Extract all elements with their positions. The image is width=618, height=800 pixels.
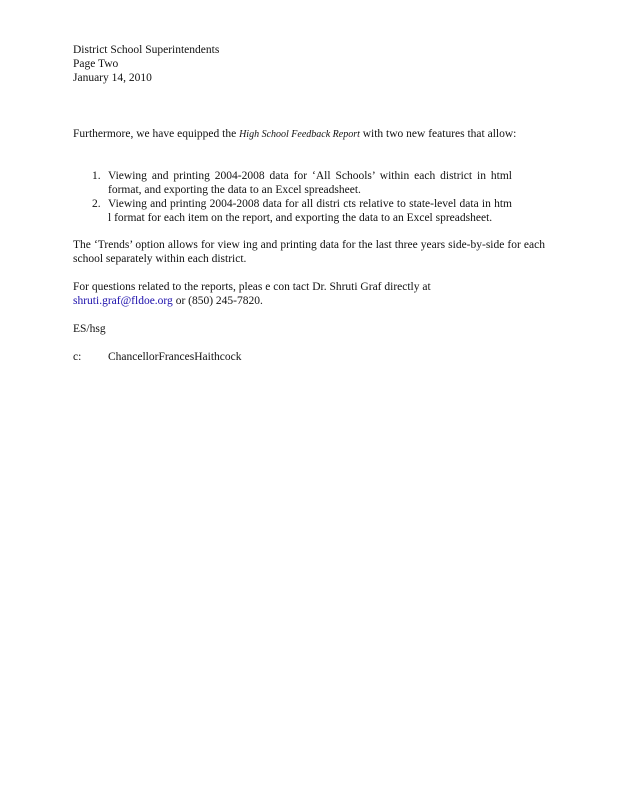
cc-label: c:: [73, 351, 82, 363]
report-name: High School Feedback Report: [239, 129, 360, 140]
letter-header: [73, 43, 373, 85]
trends-paragraph: The ‘Trends’ option allows for view ing and printing data for the last three years side-by-side for each school separately within each district.: [73, 239, 545, 265]
intro-paragraph: [73, 127, 545, 142]
phone-text: or (850) 245-7820.: [172, 295, 263, 307]
email-link[interactable]: shruti.graf@fldoe.org: [73, 295, 173, 307]
page-number-line: Page Two: [73, 58, 119, 70]
typist-initials: ES/hsg: [73, 323, 106, 335]
list-item-text: Viewing and printing 2004-2008 data for all distri cts relative to state-level data in htm l format for each item on the report, and exporting the data to an Excel spreadsheet.: [108, 198, 512, 224]
questions-paragraph: [73, 280, 545, 308]
list-item-text: Viewing and printing 2004-2008 data for ‘All Schools’ within each district in html format, and exporting the data to an Excel spreadsheet.: [108, 170, 512, 196]
list-item-number: 2.: [92, 198, 101, 210]
list-item: [92, 169, 512, 197]
list-item: [92, 197, 512, 225]
list-item-number: 1.: [92, 170, 101, 182]
date-line: January 14, 2010: [73, 72, 152, 84]
questions-text: For questions related to the reports, pleas e con tact Dr. Shruti Graf directly at: [73, 281, 431, 293]
features-list: [92, 169, 512, 225]
cc-recipient: ChancellorFrancesHaithcock: [108, 351, 242, 363]
intro-text-after: with two new features that allow:: [359, 128, 517, 140]
intro-text-before: Furthermore, we have equipped the: [73, 128, 240, 140]
recipient-line: District School Superintendents: [73, 44, 220, 56]
carbon-copy-line: [73, 350, 241, 364]
